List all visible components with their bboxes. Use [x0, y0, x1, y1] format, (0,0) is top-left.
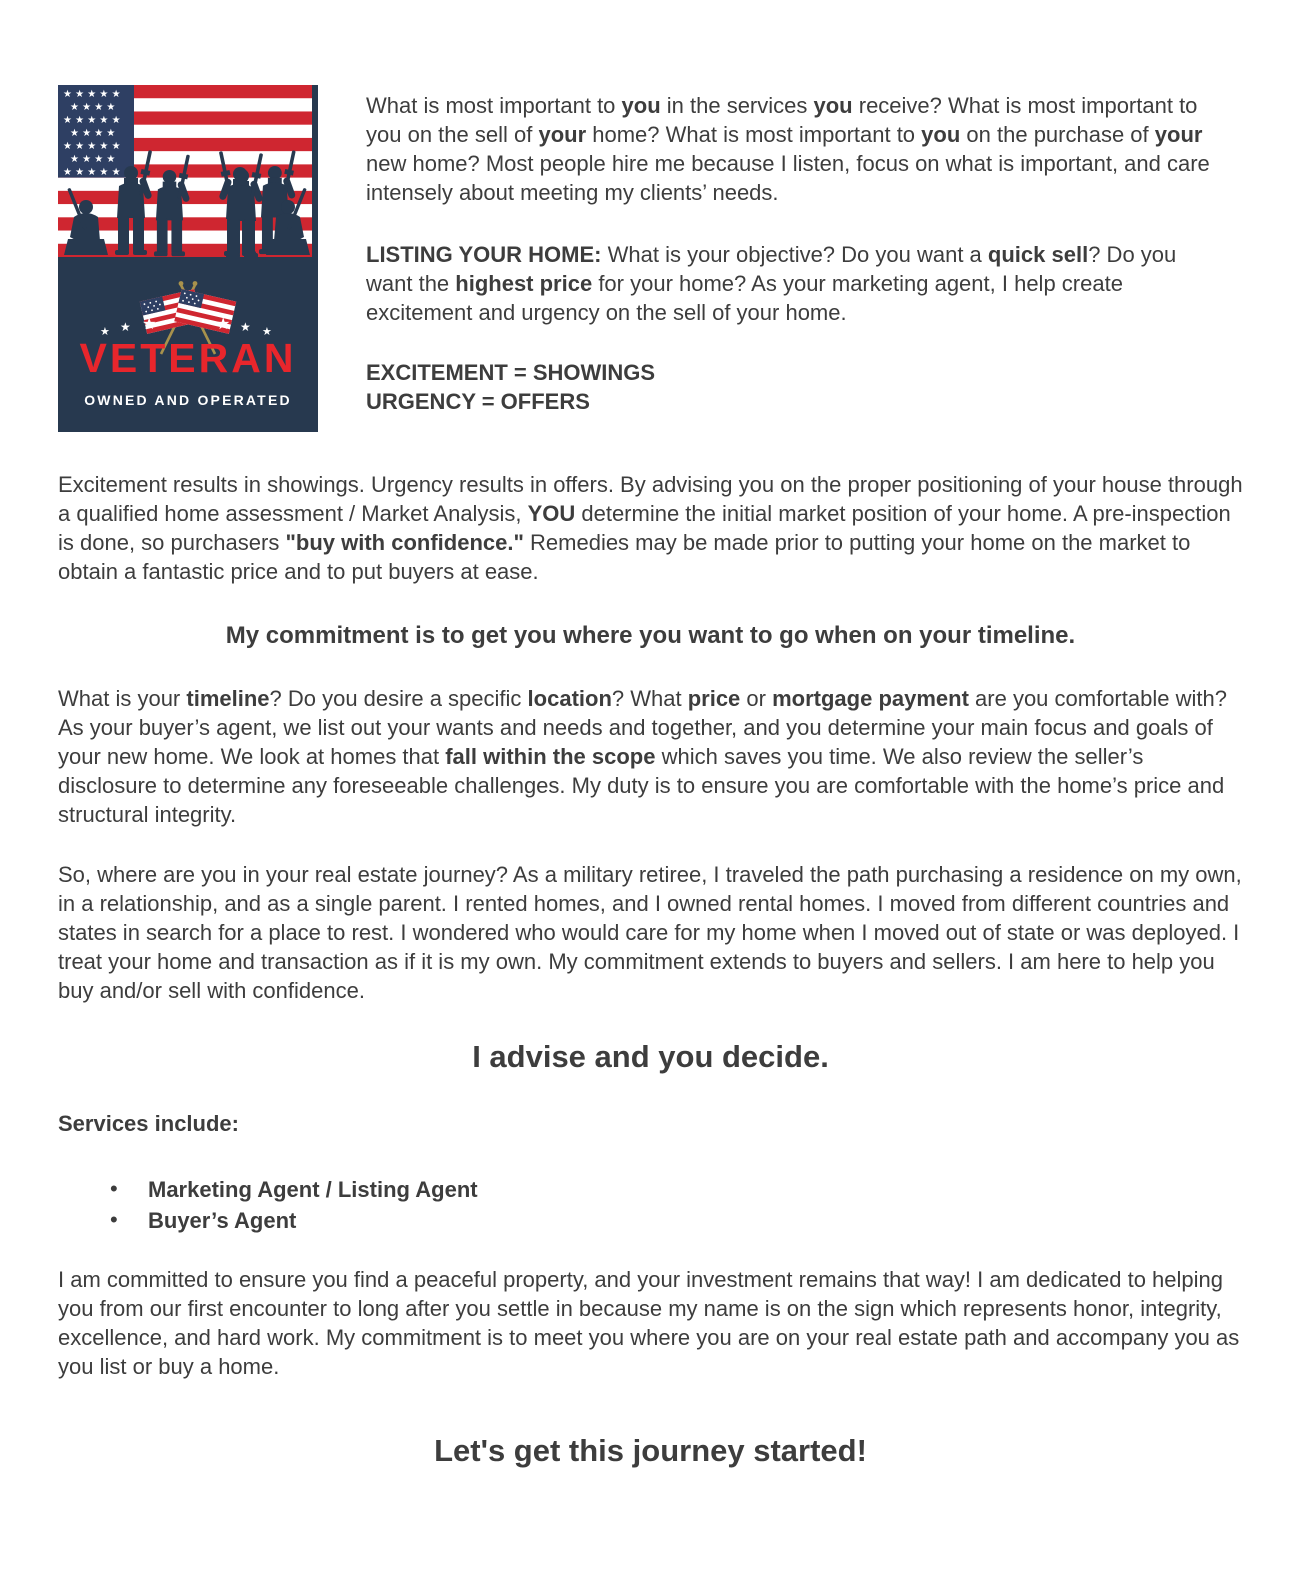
committed-paragraph: I am committed to ensure you find a peaceful property, and your investment remains that way! I am dedicated to helping you from our first encounter to long after you settle in because my name is on the sign which represents honor, integrity, excellence, and hard work. My commitment is to meet you where you are on your real estate path and accompany you as you list or buy a home.	[58, 1267, 1240, 1379]
svg-text:★: ★	[216, 314, 231, 333]
positioning-paragraph: Excitement results in showings. Urgency results in offers. By advising you on the proper positioning of your house through a qualified home assessment / Market Analysis, YOU determine the initial market position of your home. A pre-inspection is done, so purchasers "buy with confidence." Remedies may be made prior to putting your home on the market to obtain a fantastic price and to put buyers at ease.	[58, 472, 1243, 584]
journey-paragraph: So, where are you in your real estate journey? As a military retiree, I traveled the path purchasing a residence on my own, in a relationship, and as a single parent. I rented homes, and I owned rental homes. I moved from different countries and states in search for a place to rest. I wondered who would care for my home when I moved out of state or was deployed. I treat your home and transaction as if it is my own. My commitment extends to buyers and sellers. I am here to help you buy and/or sell with confidence.	[58, 862, 1242, 1003]
top-section	[58, 85, 1243, 432]
intro-paragraph: What is most important to you in the services you receive? What is most important to you on the sell of your home? What is most important to you on the purchase of your new home? Most people hire me because I listen, focus on what is important, and care intensely about meeting my clients’ needs.	[366, 93, 1210, 205]
svg-text:★ ★ ★ ★: ★ ★ ★ ★	[70, 102, 116, 113]
svg-text:★ ★ ★ ★ ★: ★ ★ ★ ★ ★	[63, 89, 121, 100]
list-item-buyers-agent: • Buyer’s Agent	[58, 1205, 1243, 1236]
svg-text:★: ★	[142, 314, 157, 333]
veteran-subtitle: OWNED AND OPERATED	[84, 392, 292, 408]
list-item-marketing-agent: • Marketing Agent / Listing Agent	[58, 1174, 1243, 1205]
services-heading: Services include:	[58, 1111, 239, 1136]
listing-paragraph: LISTING YOUR HOME: What is your objective? Do you want a quick sell? Do you want the highest price for your home? As your marketing agent, I help create excitement and urgency on the sell of your home.	[366, 242, 1177, 325]
timeline-paragraph: What is your timeline? Do you desire a specific location? What price or mortgage payment are you comfortable with? As your buyer’s agent, we list out your wants and needs and together, and you determine your main focus and goals of your new home. We look at homes that fall within the scope which saves you time. We also review the seller’s disclosure to determine any foreseeable challenges. My duty is to ensure you are comfortable with the home’s price and structural integrity.	[58, 686, 1227, 827]
advise-heading: I advise and you decide.	[472, 1039, 829, 1074]
us-flag-soldiers-image	[58, 85, 312, 257]
veteran-label: VETERAN	[79, 335, 297, 381]
canton-stars	[63, 89, 121, 178]
veteran-badge	[58, 85, 318, 432]
svg-text:★: ★	[262, 325, 272, 338]
journey-start-heading: Let's get this journey started!	[434, 1433, 867, 1468]
excitement-line: EXCITEMENT = SHOWINGS	[366, 360, 656, 385]
svg-text:★ ★ ★ ★ ★: ★ ★ ★ ★ ★	[63, 167, 121, 178]
intro-column	[366, 85, 1214, 432]
services-list	[58, 1174, 1243, 1236]
svg-text:★: ★	[240, 320, 251, 334]
urgency-line: URGENCY = OFFERS	[366, 389, 590, 414]
svg-text:★ ★ ★ ★: ★ ★ ★ ★	[70, 154, 116, 165]
commitment-heading: My commitment is to get you where you want to go when on your timeline.	[225, 622, 1076, 649]
svg-text:★: ★	[100, 325, 110, 338]
svg-text:★ ★ ★ ★ ★: ★ ★ ★ ★ ★	[63, 141, 121, 152]
svg-text:★: ★	[120, 320, 131, 334]
svg-text:★ ★ ★ ★: ★ ★ ★ ★	[70, 128, 116, 139]
svg-text:★ ★ ★ ★ ★: ★ ★ ★ ★ ★	[63, 115, 121, 126]
